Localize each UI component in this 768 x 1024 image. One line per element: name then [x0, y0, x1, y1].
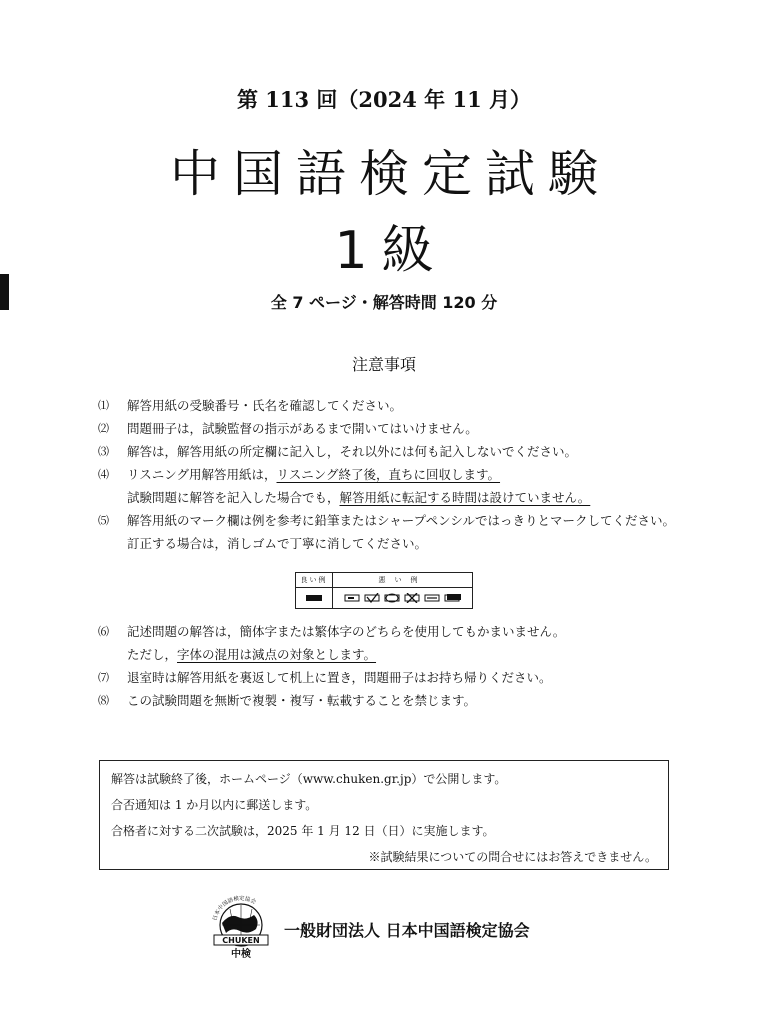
- svg-text:日本中国語検定協会: 日本中国語検定協会: [212, 895, 257, 922]
- note-text-underlined: リスニング終了後，直ちに回収します。: [276, 467, 501, 482]
- notes-list-top: [98, 394, 680, 555]
- notes-list-bottom: [98, 620, 680, 712]
- mark-sample-table: [295, 572, 473, 609]
- chuken-logo: [208, 895, 274, 961]
- logo-banner-text: CHUKEN: [222, 936, 260, 945]
- note-item: [98, 394, 680, 417]
- note-number: ⑶: [98, 445, 109, 458]
- info-note: ※試験結果についての問合せにはお答えできません。: [368, 850, 657, 864]
- good-example-label: 良い例: [296, 573, 332, 588]
- note-number: ⑵: [98, 422, 109, 435]
- note-text-underlined: 字体の混用は減点の対象とします。: [177, 647, 377, 662]
- note-item: [98, 440, 680, 463]
- cross-mark-icon: [404, 593, 420, 603]
- info-line: 合否通知は 1 か月以内に郵送します。: [111, 798, 318, 812]
- note-item: [98, 509, 680, 555]
- good-example: [296, 573, 333, 608]
- note-text: 問題冊子は，試験監督の指示があるまで開いてはいけません。: [127, 421, 478, 436]
- grade-unit: 級: [381, 221, 434, 281]
- notes-heading: 注意事項: [351, 355, 416, 374]
- bad-example-label: 悪い例: [333, 573, 472, 588]
- note-item: [98, 620, 680, 666]
- note-item: [98, 689, 680, 712]
- note-text-plain: リスニング用解答用紙は，: [127, 467, 277, 482]
- note-text: 解答用紙の受験番号・氏名を確認してください。: [127, 398, 403, 413]
- line-mark-icon: [424, 593, 440, 603]
- overflow-mark-icon: [444, 593, 462, 603]
- exam-session: 第 113 回（2024 年 11 月）: [236, 87, 532, 112]
- page-title: 中国語検定試験: [170, 145, 611, 203]
- organization-name: 一般財団法人 日本中国語検定協会: [284, 921, 530, 940]
- note-text-plain: 記述問題の解答は，簡体字または繁体字のどちらを使用してもかまいません。: [127, 624, 566, 639]
- note-number: ⑹: [98, 625, 109, 638]
- note-text: 解答用紙のマーク欄は例を参考に鉛筆またはシャープペンシルではっきりとマークしてください。訂正する場合は，消しゴムで丁寧に消してください。: [127, 513, 676, 551]
- note-text: 退室時は解答用紙を裏返して机上に置き，問題冊子はお持ち帰りください。: [127, 670, 552, 685]
- exam-grade: [0, 208, 768, 283]
- note-text: [127, 463, 680, 509]
- note-text-plain: ただし，: [127, 647, 178, 662]
- circle-mark-icon: [384, 593, 400, 603]
- note-item: [98, 463, 680, 509]
- pages-and-time: 全 7 ページ・解答時間 120 分: [270, 293, 498, 312]
- filled-mark-icon: [305, 594, 323, 602]
- bad-examples: [333, 573, 472, 608]
- info-line: 合格者に対する二次試験は，2025 年 1 月 12 日（日）に実施します。: [111, 824, 495, 838]
- grade-number: 1: [334, 221, 368, 281]
- note-number: ⑺: [98, 671, 109, 684]
- note-number: ⑴: [98, 399, 109, 412]
- note-text-underlined: 解答用紙に転記する時間は設けていません。: [339, 490, 591, 505]
- note-item: [98, 417, 680, 440]
- note-text-plain: 試験問題に解答を記入した場合でも，: [127, 490, 340, 505]
- note-text: 解答は，解答用紙の所定欄に記入し，それ以外には何も記入しないでください。: [127, 444, 578, 459]
- logo-caption: 中検: [231, 949, 251, 960]
- info-box: [99, 760, 669, 870]
- note-number: ⑸: [98, 514, 109, 527]
- note-text: [127, 620, 680, 666]
- note-number: ⑻: [98, 694, 109, 707]
- partial-mark-icon: [344, 593, 360, 603]
- check-mark-icon: [364, 593, 380, 603]
- note-text: この試験問題を無断で複製・複写・転載することを禁じます。: [127, 693, 477, 708]
- note-item: [98, 666, 680, 689]
- note-number: ⑷: [98, 468, 109, 481]
- info-line: 解答は試験終了後，ホームページ（www.chuken.gr.jp）で公開します。: [111, 772, 507, 786]
